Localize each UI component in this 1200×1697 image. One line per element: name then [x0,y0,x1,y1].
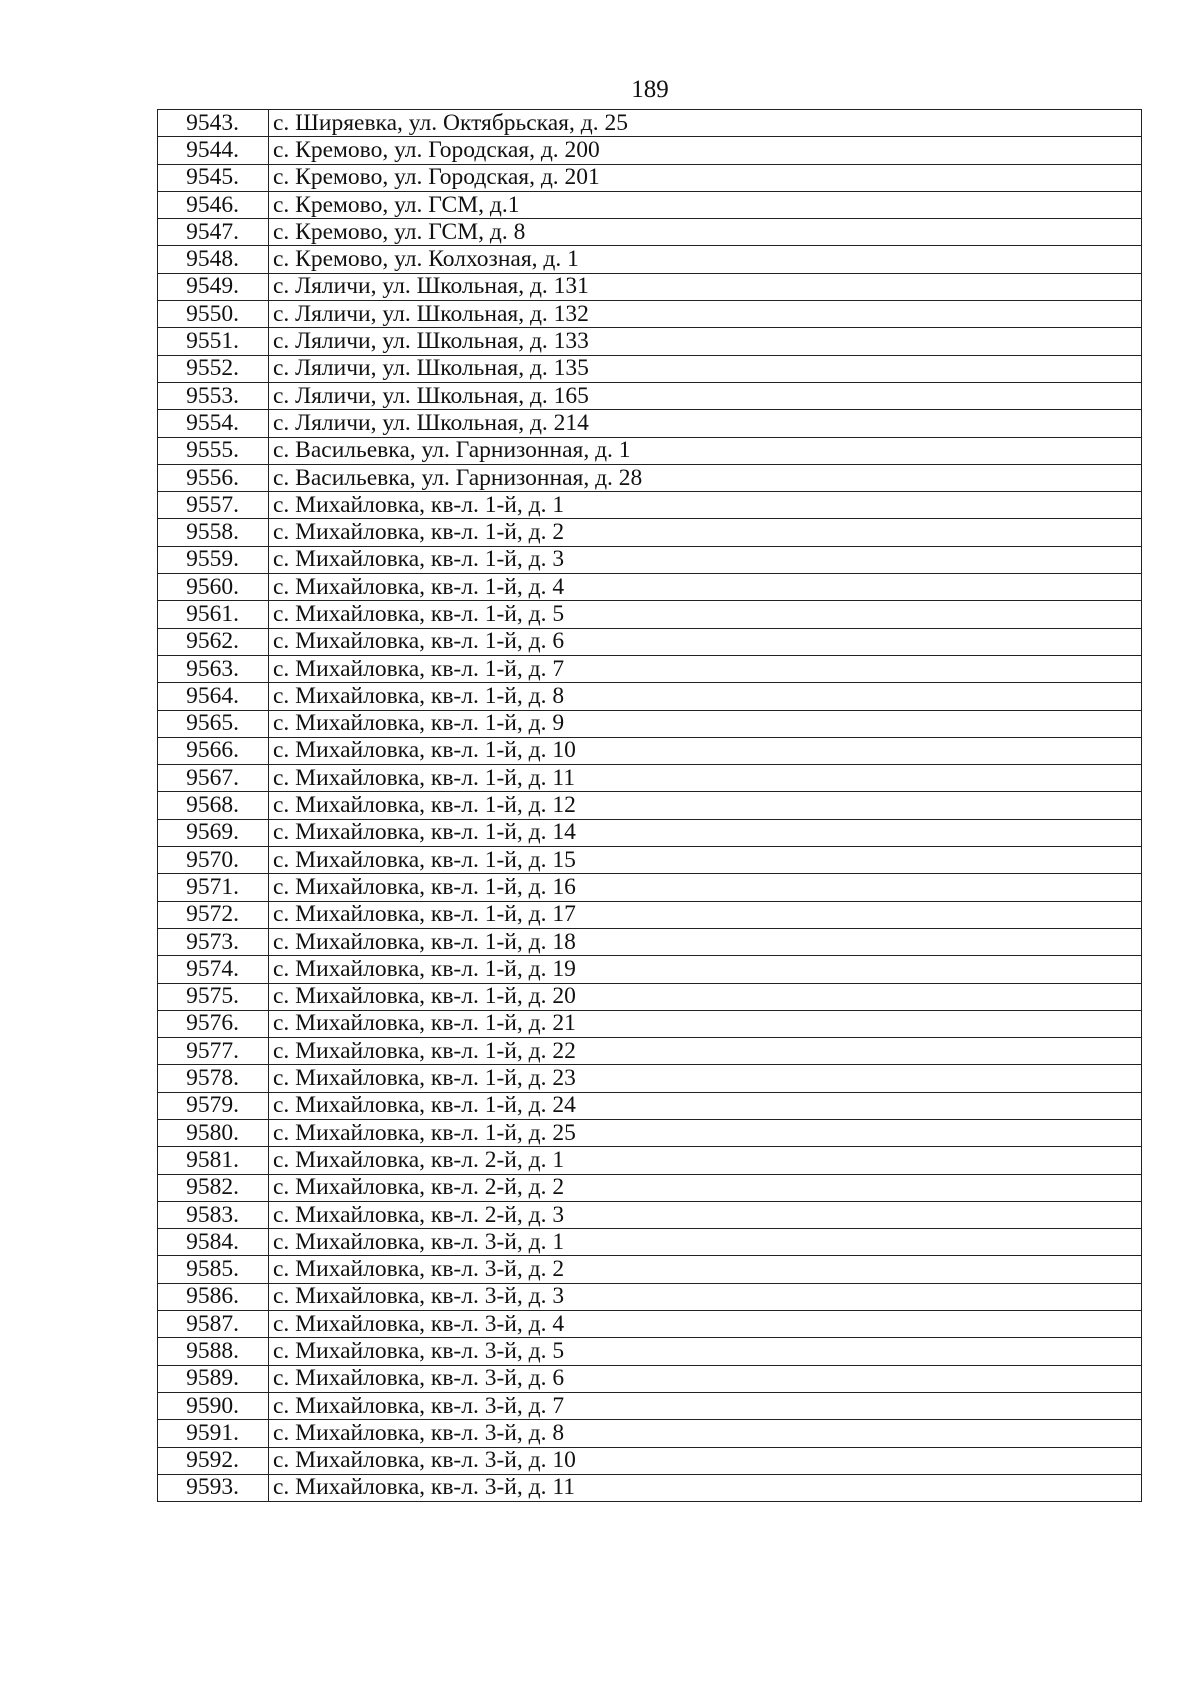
table-row [158,464,1142,491]
row-number-cell: 9577. [158,1038,269,1065]
table-row [158,1338,1142,1365]
table-row [158,492,1142,519]
table-row [158,246,1142,273]
address-cell: с. Михайловка, кв-л. 1-й, д. 9 [269,710,1142,737]
row-number-cell: 9584. [158,1229,269,1256]
row-number-cell: 9548. [158,246,269,273]
address-cell: с. Михайловка, кв-л. 1-й, д. 15 [269,847,1142,874]
table-row [158,1147,1142,1174]
row-number-cell: 9578. [158,1065,269,1092]
row-number-cell: 9564. [158,683,269,710]
row-number-cell: 9585. [158,1256,269,1283]
address-cell: с. Михайловка, кв-л. 1-й, д. 12 [269,792,1142,819]
table-row [158,191,1142,218]
address-cell: с. Михайловка, кв-л. 1-й, д. 7 [269,655,1142,682]
table-row [158,765,1142,792]
address-table [157,109,1142,1502]
table-row [158,1311,1142,1338]
address-cell: с. Михайловка, кв-л. 1-й, д. 24 [269,1092,1142,1119]
table-row [158,983,1142,1010]
address-cell: с. Михайловка, кв-л. 1-й, д. 25 [269,1119,1142,1146]
address-cell: с. Михайловка, кв-л. 1-й, д. 8 [269,683,1142,710]
table-row [158,819,1142,846]
address-cell: с. Михайловка, кв-л. 1-й, д. 14 [269,819,1142,846]
address-cell: с. Михайловка, кв-л. 3-й, д. 10 [269,1447,1142,1474]
table-row [158,164,1142,191]
table-row [158,956,1142,983]
address-cell: с. Михайловка, кв-л. 1-й, д. 6 [269,628,1142,655]
row-number-cell: 9581. [158,1147,269,1174]
address-cell: с. Кремово, ул. Колхозная, д. 1 [269,246,1142,273]
address-cell: с. Михайловка, кв-л. 2-й, д. 2 [269,1174,1142,1201]
address-cell: с. Кремово, ул. ГСМ, д.1 [269,191,1142,218]
row-number-cell: 9580. [158,1119,269,1146]
address-cell: с. Михайловка, кв-л. 1-й, д. 17 [269,901,1142,928]
address-cell: с. Ляличи, ул. Школьная, д. 165 [269,382,1142,409]
row-number-cell: 9559. [158,546,269,573]
table-row [158,355,1142,382]
address-cell: с. Кремово, ул. ГСМ, д. 8 [269,219,1142,246]
row-number-cell: 9562. [158,628,269,655]
table-row [158,437,1142,464]
address-cell: с. Михайловка, кв-л. 2-й, д. 1 [269,1147,1142,1174]
table-row [158,792,1142,819]
row-number-cell: 9550. [158,301,269,328]
row-number-cell: 9592. [158,1447,269,1474]
table-row [158,655,1142,682]
row-number-cell: 9546. [158,191,269,218]
address-cell: с. Михайловка, кв-л. 1-й, д. 10 [269,737,1142,764]
row-number-cell: 9558. [158,519,269,546]
address-cell: с. Михайловка, кв-л. 3-й, д. 8 [269,1420,1142,1447]
address-cell: с. Михайловка, кв-л. 1-й, д. 3 [269,546,1142,573]
address-cell: с. Михайловка, кв-л. 1-й, д. 20 [269,983,1142,1010]
row-number-cell: 9579. [158,1092,269,1119]
address-cell: с. Михайловка, кв-л. 1-й, д. 2 [269,519,1142,546]
row-number-cell: 9576. [158,1010,269,1037]
address-cell: с. Михайловка, кв-л. 1-й, д. 18 [269,928,1142,955]
row-number-cell: 9553. [158,382,269,409]
table-row [158,273,1142,300]
row-number-cell: 9547. [158,219,269,246]
address-cell: с. Михайловка, кв-л. 1-й, д. 11 [269,765,1142,792]
address-cell: с. Михайловка, кв-л. 3-й, д. 1 [269,1229,1142,1256]
address-cell: с. Михайловка, кв-л. 3-й, д. 5 [269,1338,1142,1365]
table-row [158,137,1142,164]
table-row [158,219,1142,246]
address-cell: с. Ляличи, ул. Школьная, д. 132 [269,301,1142,328]
page-number: 189 [631,76,669,103]
address-cell: с. Васильевка, ул. Гарнизонная, д. 28 [269,464,1142,491]
address-cell: с. Ляличи, ул. Школьная, д. 131 [269,273,1142,300]
row-number-cell: 9593. [158,1474,269,1501]
row-number-cell: 9582. [158,1174,269,1201]
table-row [158,1065,1142,1092]
address-cell: с. Михайловка, кв-л. 3-й, д. 11 [269,1474,1142,1501]
table-row [158,1256,1142,1283]
table-row [158,1174,1142,1201]
row-number-cell: 9556. [158,464,269,491]
address-cell: с. Ширяевка, ул. Октябрьская, д. 25 [269,110,1142,137]
row-number-cell: 9549. [158,273,269,300]
row-number-cell: 9560. [158,574,269,601]
address-cell: с. Кремово, ул. Городская, д. 201 [269,164,1142,191]
row-number-cell: 9573. [158,928,269,955]
address-table-body [158,110,1142,1502]
row-number-cell: 9587. [158,1311,269,1338]
table-row [158,1474,1142,1501]
table-row [158,1010,1142,1037]
address-cell: с. Михайловка, кв-л. 2-й, д. 3 [269,1201,1142,1228]
row-number-cell: 9567. [158,765,269,792]
address-cell: с. Михайловка, кв-л. 1-й, д. 16 [269,874,1142,901]
row-number-cell: 9545. [158,164,269,191]
row-number-cell: 9568. [158,792,269,819]
address-cell: с. Михайловка, кв-л. 3-й, д. 2 [269,1256,1142,1283]
table-row [158,301,1142,328]
table-row [158,382,1142,409]
table-row [158,410,1142,437]
row-number-cell: 9569. [158,819,269,846]
row-number-cell: 9543. [158,110,269,137]
table-row [158,1201,1142,1228]
table-row [158,110,1142,137]
address-cell: с. Ляличи, ул. Школьная, д. 133 [269,328,1142,355]
row-number-cell: 9575. [158,983,269,1010]
row-number-cell: 9551. [158,328,269,355]
address-cell: с. Михайловка, кв-л. 1-й, д. 21 [269,1010,1142,1037]
row-number-cell: 9586. [158,1283,269,1310]
row-number-cell: 9574. [158,956,269,983]
table-row [158,1365,1142,1392]
row-number-cell: 9588. [158,1338,269,1365]
address-cell: с. Михайловка, кв-л. 1-й, д. 19 [269,956,1142,983]
table-row [158,519,1142,546]
table-row [158,874,1142,901]
table-row [158,901,1142,928]
row-number-cell: 9565. [158,710,269,737]
row-number-cell: 9583. [158,1201,269,1228]
table-row [158,328,1142,355]
row-number-cell: 9554. [158,410,269,437]
address-cell: с. Васильевка, ул. Гарнизонная, д. 1 [269,437,1142,464]
table-row [158,1420,1142,1447]
row-number-cell: 9561. [158,601,269,628]
table-row [158,628,1142,655]
address-cell: с. Михайловка, кв-л. 1-й, д. 1 [269,492,1142,519]
row-number-cell: 9557. [158,492,269,519]
address-cell: с. Михайловка, кв-л. 1-й, д. 5 [269,601,1142,628]
table-row [158,847,1142,874]
row-number-cell: 9566. [158,737,269,764]
row-number-cell: 9544. [158,137,269,164]
row-number-cell: 9589. [158,1365,269,1392]
table-row [158,546,1142,573]
address-cell: с. Михайловка, кв-л. 3-й, д. 7 [269,1392,1142,1419]
address-cell: с. Михайловка, кв-л. 1-й, д. 4 [269,574,1142,601]
address-cell: с. Михайловка, кв-л. 3-й, д. 3 [269,1283,1142,1310]
table-row [158,928,1142,955]
address-cell: с. Михайловка, кв-л. 1-й, д. 23 [269,1065,1142,1092]
table-row [158,1229,1142,1256]
table-row [158,1447,1142,1474]
table-row [158,710,1142,737]
row-number-cell: 9571. [158,874,269,901]
table-row [158,1038,1142,1065]
row-number-cell: 9591. [158,1420,269,1447]
table-row [158,601,1142,628]
row-number-cell: 9563. [158,655,269,682]
table-row [158,1283,1142,1310]
address-cell: с. Кремово, ул. Городская, д. 200 [269,137,1142,164]
table-row [158,1119,1142,1146]
row-number-cell: 9555. [158,437,269,464]
address-cell: с. Ляличи, ул. Школьная, д. 214 [269,410,1142,437]
address-cell: с. Михайловка, кв-л. 3-й, д. 4 [269,1311,1142,1338]
table-row [158,737,1142,764]
row-number-cell: 9552. [158,355,269,382]
table-row [158,1392,1142,1419]
address-cell: с. Михайловка, кв-л. 3-й, д. 6 [269,1365,1142,1392]
address-cell: с. Михайловка, кв-л. 1-й, д. 22 [269,1038,1142,1065]
table-row [158,683,1142,710]
address-cell: с. Ляличи, ул. Школьная, д. 135 [269,355,1142,382]
table-row [158,1092,1142,1119]
row-number-cell: 9590. [158,1392,269,1419]
row-number-cell: 9570. [158,847,269,874]
row-number-cell: 9572. [158,901,269,928]
table-row [158,574,1142,601]
